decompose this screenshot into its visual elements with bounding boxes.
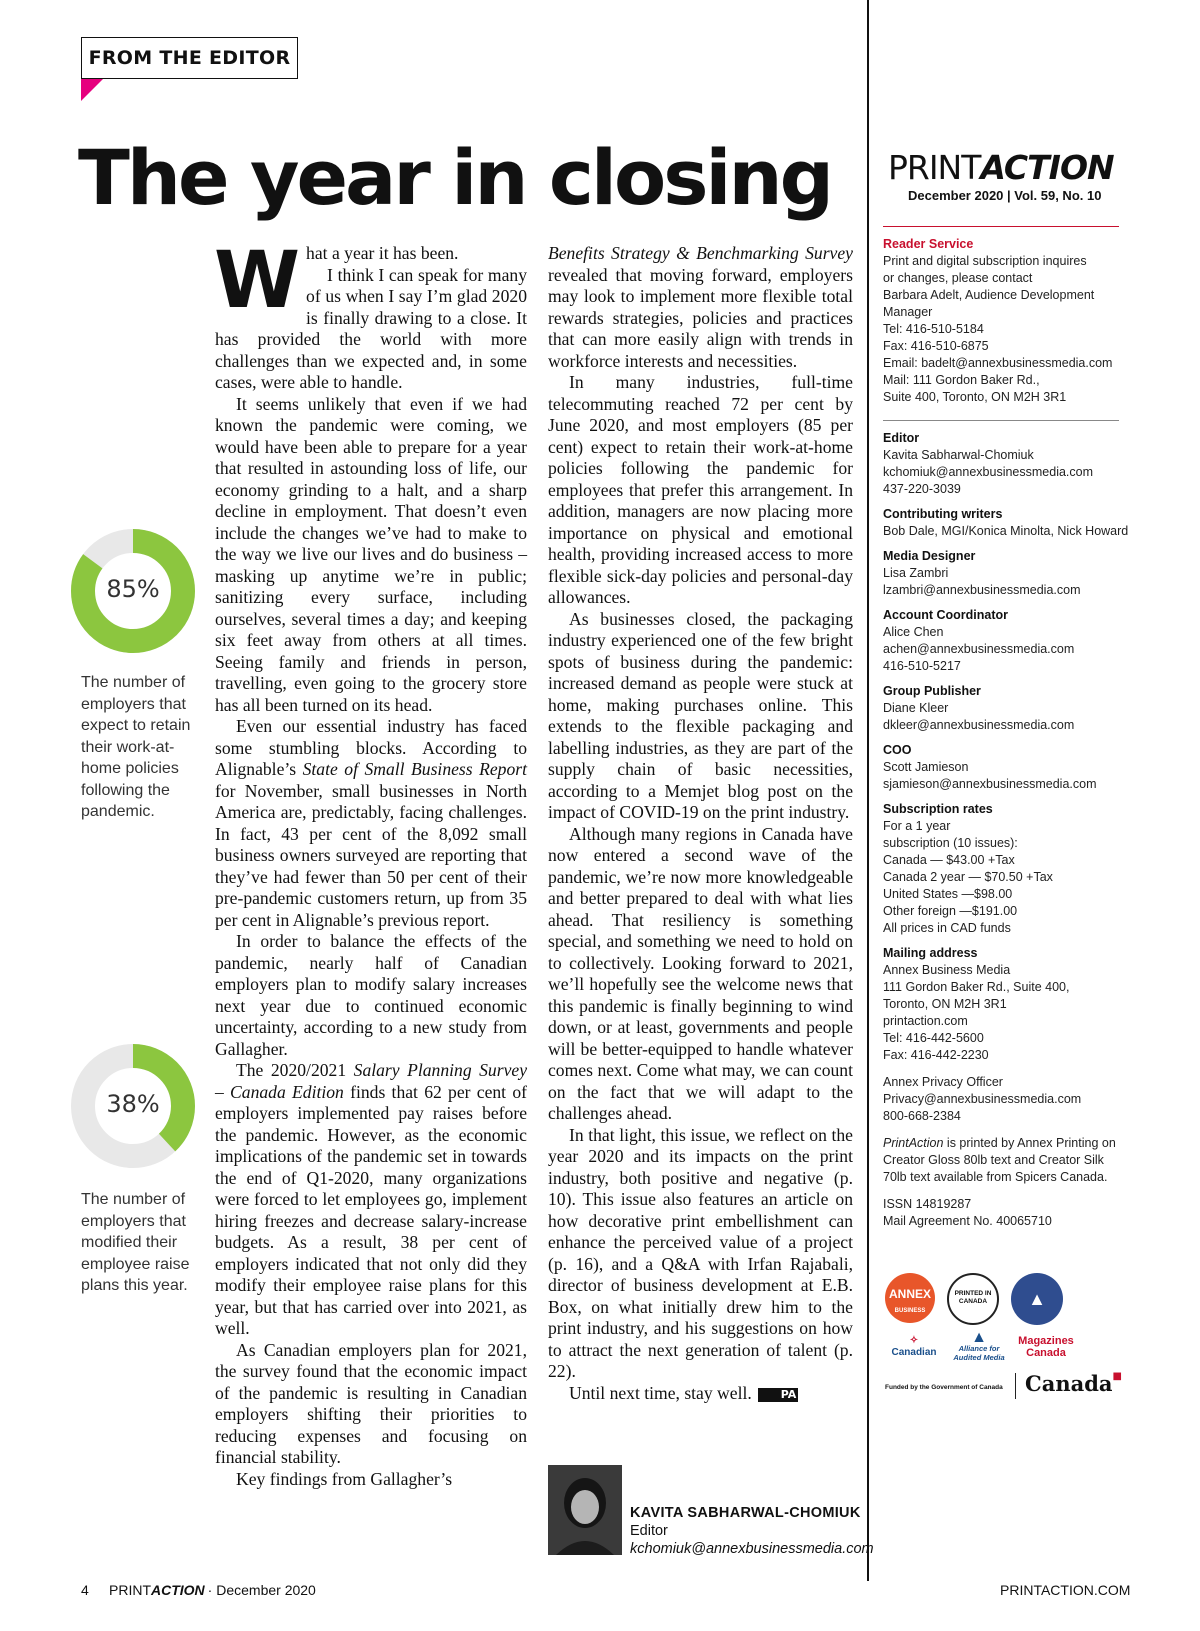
privacy-line: 800-668-2384 <box>883 1109 961 1123</box>
reader-service-line: Email: badelt@annexbusinessmedia.com <box>883 356 1113 370</box>
reader-service <box>883 236 1123 406</box>
issn-line: ISSN 14819287 <box>883 1197 972 1211</box>
staff-line: 416-510-5217 <box>883 659 961 673</box>
staff-line: 437-220-3039 <box>883 482 961 496</box>
paragraph: In that light, this issue, we reflect on the year 2020 and its impacts on the print industry, both positive and negative (p. 10). This issue also features an article on how decorative print embellishment can enhance the perceived value of a project (p. 16), and a Q&A with Irfan Rajabali, director of business development at E.B. Box, on what initially drew him to the print industry, and his suggestions on how to attract the next generation of talent (p. 22). <box>548 1124 853 1381</box>
footer-brand: PRINTACTION · December 2020 <box>109 1582 316 1598</box>
staff-line: Canada — $43.00 +Tax <box>883 853 1015 867</box>
staff-line: dkleer@annexbusinessmedia.com <box>883 718 1075 732</box>
staff-line: Annex Business Media <box>883 963 1011 977</box>
reader-service-lines <box>883 253 1123 406</box>
staff-line: Bob Dale, MGI/Konica Minolta, Nick Howard <box>883 524 1129 538</box>
staff-line: printaction.com <box>883 1014 968 1028</box>
alliance-for-audited-media-logo: ▲ Alliance for Audited Media <box>953 1329 1005 1362</box>
drop-cap: W <box>214 236 301 326</box>
reader-service-line: or changes, please contact <box>883 271 1033 285</box>
staff-line: All prices in CAD funds <box>883 921 1011 935</box>
privacy-officer <box>883 1074 1123 1125</box>
paragraph: Benefits Strategy & Benchmarking Survey revealed that moving forward, employers may look to implement more flexible total rewards strategies, policies and practices that can more easily align with trends in workforce interests and necessities. <box>548 243 853 371</box>
staff-line: lzambri@annexbusinessmedia.com <box>883 583 1081 597</box>
annex-logo: ANNEX BUSINESS MEDIA <box>885 1273 935 1323</box>
issue-info: December 2020 | Vol. 59, No. 10 <box>908 188 1102 203</box>
staff-line: Scott Jamieson <box>883 760 969 774</box>
logo-divider <box>1015 1373 1016 1399</box>
staff-line: Tel: 416-442-5600 <box>883 1031 984 1045</box>
staff-heading: Editor <box>883 431 920 445</box>
section-tag: FROM THE EDITOR <box>81 37 298 79</box>
reader-service-line: Mail: 111 Gordon Baker Rd., <box>883 373 1040 387</box>
paragraph: As Canadian employers plan for 2021, the survey found that the economic impact of the pandemic is resulting in Canadian employers shifting their priorities to reducing expenses and focusing on financial stability. <box>215 1339 527 1467</box>
staff-list <box>883 430 1129 1064</box>
editor-signature <box>630 1504 874 1558</box>
stat-caption: The number of employers that expect to retain their work-at-home policies following the pandemic. <box>81 674 191 820</box>
staff-heading: Mailing address <box>883 946 978 960</box>
reader-service-line: Manager <box>883 305 933 319</box>
stat-caption: The number of employers that modified their employee raise plans this year. <box>81 1191 190 1294</box>
privacy-line: Privacy@annexbusinessmedia.com <box>883 1092 1082 1106</box>
paragraph: Even our essential industry has faced some stumbling blocks. According to Alignable’s State of Small Business Report for November, small businesses in North America are, predictably, facing challenges. In fact, 43 per cent of the 8,092 small business owners surveyed are reporting that they’ve had fewer than 50 per cent of their pre-pandemic customers return, up from 35 per cent in Alignable’s previous report. <box>215 716 527 930</box>
reader-service-line: Print and digital subscription inquires <box>883 254 1087 268</box>
printer-note: PrintAction is printed by Annex Printing on Creator Gloss 80lb text and Creator Silk 70lb text available from Spicers Canada. <box>883 1136 1116 1184</box>
staff-heading: Media Designer <box>883 549 976 563</box>
staff-line: Toronto, ON M2H 3R1 <box>883 997 1007 1011</box>
column-divider <box>867 0 869 1581</box>
article-column-1 <box>214 236 527 1490</box>
funding-note: Funded by the Government of Canada <box>885 1384 1003 1391</box>
reader-service-heading: Reader Service <box>883 237 974 251</box>
footer-site[interactable]: PRINTACTION.COM <box>1000 1582 1131 1598</box>
reader-service-line: Fax: 416-510-6875 <box>883 339 989 353</box>
staff-line: Other foreign —$191.00 <box>883 904 1018 918</box>
divider <box>883 226 1119 227</box>
privacy-line: Annex Privacy Officer <box>883 1075 1003 1089</box>
paragraph: Although many regions in Canada have now entered a second wave of the pandemic, we’re now more knowledgeable and better prepared to deal with what lies ahead. That resiliency is something special, and something we need to hold on to collectively. Looking forward to 2021, we’ll hopefully see the welcome news that this pandemic is finally beginning to wind down, or at least, governments and people will be better-equipped to handle whatever comes next. Come what may, we can count on the fact that we will adapt to the challenges ahead. <box>548 823 853 1123</box>
article-column-2 <box>548 243 853 1404</box>
editor-portrait <box>548 1465 622 1555</box>
divider <box>883 420 1119 421</box>
staff-line: Canada 2 year — $70.50 +Tax <box>883 870 1053 884</box>
reader-service-line: Tel: 416-510-5184 <box>883 322 984 336</box>
end-mark: PA <box>758 1388 799 1402</box>
staff-line: Kavita Sabharwal-Chomiuk <box>883 448 1034 462</box>
page-number: 4 <box>81 1582 89 1598</box>
paragraph: In order to balance the effects of the pandemic, nearly half of Canadian employers plan to modify salary increases next year due to continued economic uncertainty, according to a new study from Gallagher. <box>215 931 527 1059</box>
staff-heading: COO <box>883 743 912 757</box>
staff-heading: Contributing writers <box>883 507 1003 521</box>
canadian-logo: ✧ Canadian <box>891 1335 937 1358</box>
staff-line: Fax: 416-442-2230 <box>883 1048 989 1062</box>
staff-line: Lisa Zambri <box>883 566 949 580</box>
paragraph: In many industries, full-time telecommuting reached 72 per cent by June 2020, and most employers (85 per cent) expect to retain their work-at-home policies following the pandemic for employees that prefer this arrangement. In addition, managers are now placing more importance on physical and emotional health, providing increased access to more flexible sick-day policies and personal-day allowances. <box>548 372 853 607</box>
association-seal: ▲ <box>1011 1273 1063 1325</box>
reader-service-line: Barbara Adelt, Audience Development <box>883 288 1095 302</box>
staff-line: sjamieson@annexbusinessmedia.com <box>883 777 1097 791</box>
staff-line: Diane Kleer <box>883 701 949 715</box>
staff-line: kchomiuk@annexbusinessmedia.com <box>883 465 1094 479</box>
printed-in-canada-seal: PRINTED IN CANADA <box>947 1273 999 1325</box>
closing-paragraph: Until next time, stay well. PA <box>569 1382 797 1403</box>
magazines-canada-logo: Magazines Canada <box>1018 1335 1074 1359</box>
staff-line: 111 Gordon Baker Rd., Suite 400, <box>883 980 1070 994</box>
partner-logos <box>885 1273 1125 1413</box>
stat-percent: 38% <box>106 1090 160 1118</box>
paragraph: The 2020/2021 Salary Planning Survey – Canada Edition finds that 62 per cent of employers implemented pay raises before the pandemic. However, as the economic implications of the pandemic set in towards the end of Q1-2020, many organizations were forced to let employees go, implement hiring freezes and decrease salary-increase budgets. As a result, 38 per cent of employers indicated that not only did they modify their employee raise plans for this year, but that has carried over into 2021, as well. <box>215 1060 527 1338</box>
intro-paragraph: What a year it has been. I think I can speak for many of us when I say I’m glad 2020 is finally drawing to a close. It has provided the world with more challenges than we expected and, in some cases, were able to handle. <box>214 236 527 392</box>
paragraph: As businesses closed, the packaging industry experienced one of the few bright spots of business during the pandemic: increased demand as people were stuck at home, making purchases online. This extends to the flexible packaging and labelling industries, as they are part of the supply chain of basic necessities, according to a Memjet blog post on the impact of COVID-19 on the print industry. <box>548 608 853 822</box>
staff-heading: Account Coordinator <box>883 608 1008 622</box>
staff-line: achen@annexbusinessmedia.com <box>883 642 1075 656</box>
editor-title: Editor <box>630 1523 668 1539</box>
masthead-logo: PRINTACTION <box>888 148 1114 187</box>
section-tag-accent <box>81 79 103 101</box>
stat-donut-38 <box>69 1042 197 1175</box>
editor-photo <box>548 1465 622 1555</box>
reader-service-line: Suite 400, Toronto, ON M2H 3R1 <box>883 390 1067 404</box>
staff-directory <box>883 430 1129 1230</box>
staff-heading: Group Publisher <box>883 684 981 698</box>
editor-email[interactable]: kchomiuk@annexbusinessmedia.com <box>630 1541 874 1557</box>
staff-line: For a 1 year <box>883 819 951 833</box>
paragraph: Key findings from Gallagher’s <box>236 1468 453 1489</box>
paragraph: It seems unlikely that even if we had known the pandemic were coming, we would have been able to prepare for a year that resulted in astounding loss of life, our economy grinding to a halt, and a sharp decline in employment. That doesn’t even include the changes we’ve had to make to the way we live our lives and do business – masking up anytime we’re in public; sanitizing every surface, including ourselves, several times a day; and keeping six feet away from others at all times. Seeing family and friends in person, travelling, even going to the grocery store has all been turned on its head. <box>215 393 527 715</box>
staff-line: Alice Chen <box>883 625 944 639</box>
stat-percent: 85% <box>106 575 160 603</box>
headline: The year in closing <box>78 133 831 222</box>
staff-line: United States —$98.00 <box>883 887 1013 901</box>
issn-line: Mail Agreement No. 40065710 <box>883 1214 1052 1228</box>
staff-line: subscription (10 issues): <box>883 836 1018 850</box>
editor-name: KAVITA SABHARWAL-CHOMIUK <box>630 1505 861 1521</box>
issn-info <box>883 1196 1123 1230</box>
canada-wordmark: Canada■ <box>1025 1371 1122 1396</box>
stat-donut-85 <box>69 527 197 660</box>
staff-heading: Subscription rates <box>883 802 993 816</box>
